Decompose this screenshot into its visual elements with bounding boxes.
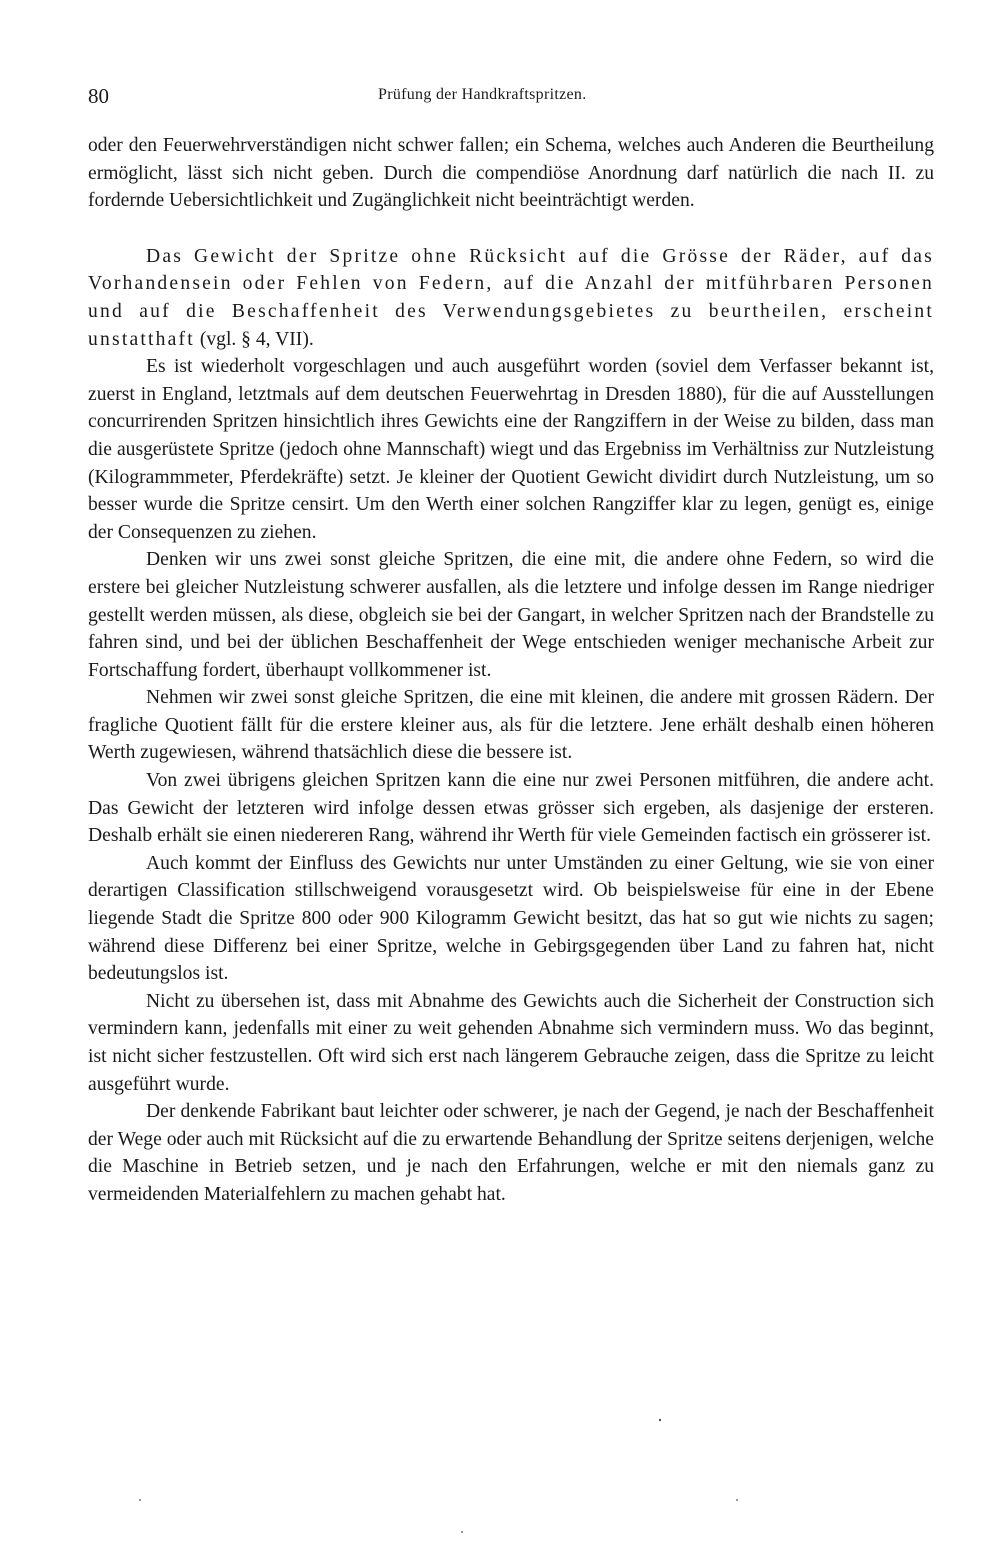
- paragraph-9: Der denkende Fabrikant baut leichter oder schwerer, je nach der Gegend, je nach der Beschaffenheit der Wege oder auch mit Rücksicht auf die zu erwartende Behandlung der Spritze seitens derjenigen, welche die Maschine in Betrieb setzen, und je nach den Erfahrungen, welche er mit den niemals ganz zu vermeidenden Materialfehlern zu machen gehabt hat.: [88, 1101, 934, 1205]
- scan-speck: [659, 1419, 661, 1421]
- body-text: [88, 132, 934, 1209]
- page-number: 80: [88, 84, 109, 108]
- paragraph-2: [88, 243, 934, 353]
- page-header: [88, 84, 934, 114]
- scan-speck: [461, 1531, 463, 1533]
- spaced-emphasis: Das Gewicht der Spritze ohne Rücksicht auf die Grösse der Räder, auf das Vorhandensein oder Fehlen von Federn, auf die Anzahl der mitführbaren Personen und auf die Beschaffenheit des Verwendungsgebietes zu beurtheilen, erscheint unstatthaft: [88, 245, 934, 350]
- paragraph-7: Auch kommt der Einfluss des Gewichts nur unter Umständen zu einer Geltung, wie sie von einer derartigen Classification stillschweigend vorausgesetzt wird. Ob beispielsweise für eine in der Ebene liegende Stadt die Spritze 800 oder 900 Kilogramm Gewicht besitzt, das hat so gut wie nichts zu sagen; während diese Differenz bei einer Spritze, welche in Gebirgsgegenden über Land zu fahren hat, nicht bedeutungslos ist.: [88, 852, 934, 985]
- scan-speck: [736, 1499, 738, 1501]
- running-title: Prüfung der Handkraftspritzen.: [378, 86, 587, 103]
- paragraph-6: Von zwei übrigens gleichen Spritzen kann die eine nur zwei Personen mitführen, die andere acht. Das Gewicht der letzteren wird infolge dessen etwas grösser sich ergeben, als dasjenige der ersteren. Deshalb erhält sie einen niedereren Rang, während ihr Werth für viele Gemeinden factisch ein grösserer ist.: [88, 770, 934, 847]
- paragraph-8: Nicht zu übersehen ist, dass mit Abnahme des Gewichts auch die Sicherheit der Construction sich vermindern kann, jedenfalls mit einer zu weit gehenden Abnahme sich vermindern muss. Wo das beginnt, ist nicht sicher festzustellen. Oft wird sich erst nach längerem Gebrauche zeigen, dass die Spritze zu leicht ausgeführt wurde.: [88, 990, 934, 1095]
- paragraph-3: Es ist wiederholt vorgeschlagen und auch ausgeführt worden (soviel dem Verfasser bekannt ist, zuerst in England, letztmals auf dem deutschen Feuerwehrtag in Dresden 1880), für die auf Ausstellungen concurrirenden Spritzen hinsichtlich ihres Gewichts eine der Rangziffern in der Weise zu bilden, dass man die ausgerüstete Spritze (jedoch ohne Mannschaft) wiegt und das Ergebniss im Verhältniss zur Nutzleistung (Kilogrammmeter, Pferdekräfte) setzt. Je kleiner der Quotient Gewicht dividirt durch Nutzleistung, um so besser wurde die Spritze censirt. Um den Werth einer solchen Rangziffer klar zu legen, genügt es, einige der Consequenzen zu ziehen.: [88, 356, 934, 543]
- paragraph-2-tail: (vgl. § 4, VII).: [194, 328, 314, 350]
- paragraph-1: oder den Feuerwehrverständigen nicht schwer fallen; ein Schema, welches auch Anderen die Beurtheilung ermöglicht, lässt sich nicht geben. Durch die compendiöse Anordnung darf natürlich die nach II. zu fordernde Uebersichtlichkeit und Zugänglichkeit nicht beeinträchtigt werden.: [88, 135, 934, 212]
- paragraph-gap: [88, 215, 934, 243]
- paragraph-5: Nehmen wir zwei sonst gleiche Spritzen, die eine mit kleinen, die andere mit grossen Rädern. Der fragliche Quotient fällt für die erstere kleiner aus, als für die letztere. Jene erhält deshalb einen höheren Werth zugewiesen, während thatsächlich diese die bessere ist.: [88, 687, 934, 764]
- paragraph-4: Denken wir uns zwei sonst gleiche Spritzen, die eine mit, die andere ohne Federn, so wird die erstere bei gleicher Nutzleistung schwerer ausfallen, als die letztere und infolge dessen im Range niedriger gestellt werden müssen, als diese, obgleich sie bei der Gangart, in welcher Spritzen nach der Brandstelle zu fahren sind, und bei der üblichen Beschaffenheit der Wege entschieden weniger mechanische Arbeit zur Fortschaffung fordert, überhaupt vollkommener ist.: [88, 549, 934, 681]
- scan-speck: [139, 1499, 141, 1501]
